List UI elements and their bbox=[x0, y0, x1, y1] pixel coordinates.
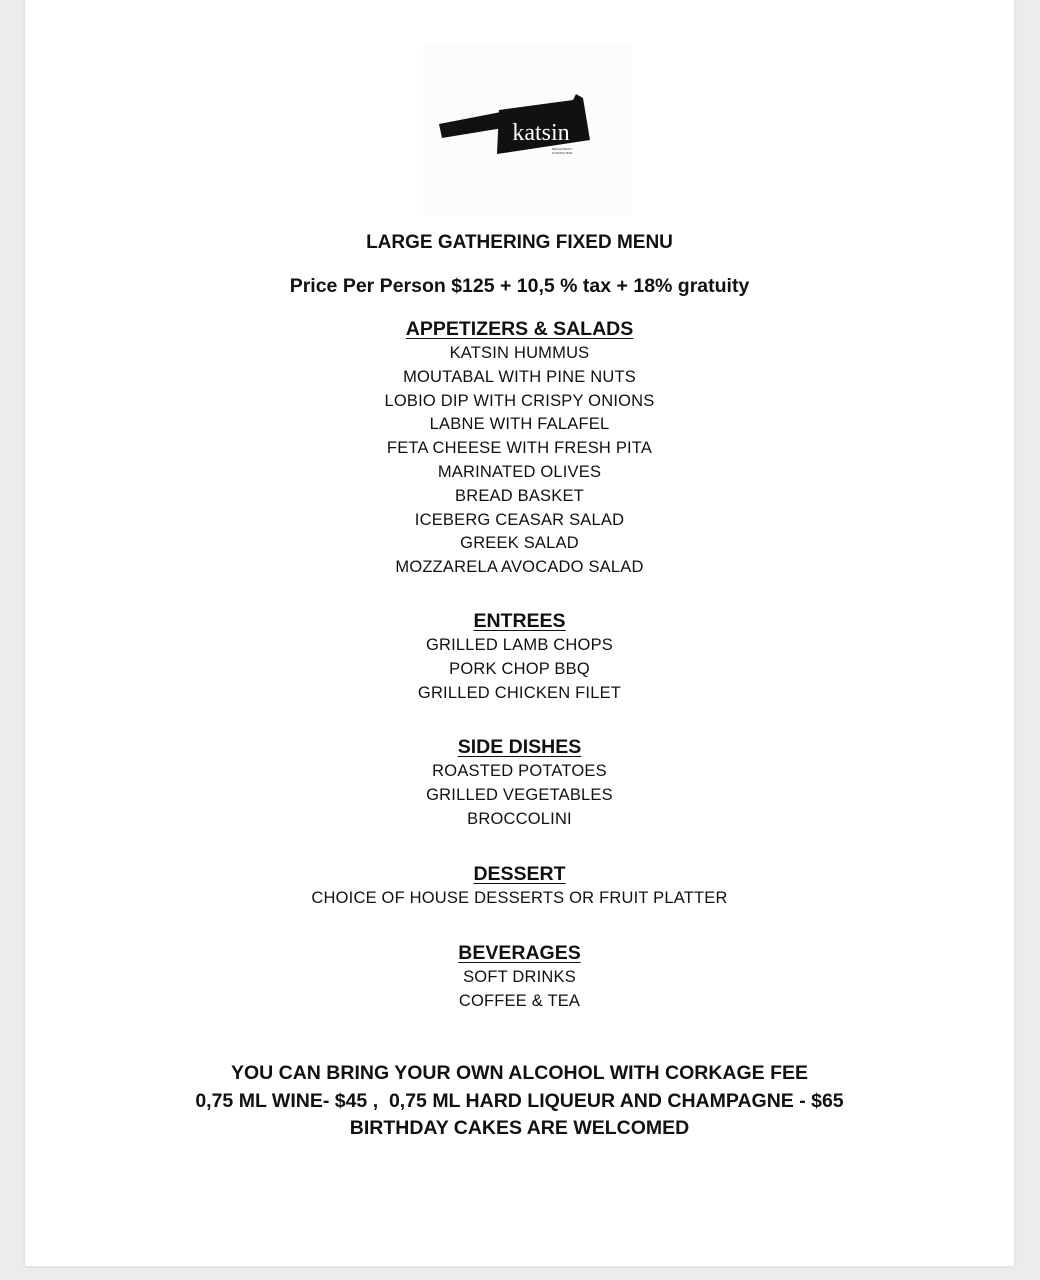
menu-item: KATSIN HUMMUS bbox=[449, 344, 590, 362]
footer-line: 0,75 ML WINE- $45 , 0,75 ML HARD LIQUEUR AND CHAMPAGNE - $65 bbox=[195, 1089, 844, 1112]
section-dessert bbox=[25, 861, 1014, 911]
menu-item: ROASTED POTATOES bbox=[432, 762, 607, 780]
menu-title: LARGE GATHERING FIXED MENU bbox=[366, 232, 673, 253]
section-entrees bbox=[25, 608, 1014, 705]
section-heading: BEVERAGES bbox=[458, 942, 581, 964]
cleaver-icon bbox=[423, 44, 631, 216]
menu-item: BREAD BASKET bbox=[455, 486, 584, 505]
footer-line: YOU CAN BRING YOUR OWN ALCOHOL WITH CORKAGE FEE bbox=[230, 1062, 809, 1084]
section-heading: SIDE DISHES bbox=[457, 736, 582, 758]
menu-item: SOFT DRINKS bbox=[463, 968, 576, 986]
menu-item: MOUTABAL WITH PINE NUTS bbox=[403, 367, 636, 386]
menu-item: PORK CHOP BBQ bbox=[449, 659, 590, 678]
menu-page bbox=[25, 0, 1014, 1266]
section-heading: ENTREES bbox=[473, 610, 566, 632]
menu-item: LABNE WITH FALAFEL bbox=[429, 415, 610, 434]
menu-item: GRILLED LAMB CHOPS bbox=[426, 636, 613, 654]
menu-item: GREEK SALAD bbox=[460, 534, 579, 553]
menu-item: MOZZARELA AVOCADO SALAD bbox=[395, 558, 644, 577]
section-heading: APPETIZERS & SALADS bbox=[405, 318, 634, 340]
section-appetizers bbox=[25, 316, 1014, 580]
menu-item: ICEBERG CEASAR SALAD bbox=[414, 510, 625, 529]
section-heading: DESSERT bbox=[473, 863, 566, 885]
menu-item: BROCCOLINI bbox=[467, 809, 572, 828]
menu-item: COFFEE & TEA bbox=[458, 991, 581, 1010]
menu-item: LOBIO DIP WITH CRISPY ONIONS bbox=[384, 391, 655, 410]
footer-line: BIRTHDAY CAKES ARE WELCOMED bbox=[349, 1117, 690, 1139]
corkage-note bbox=[25, 1060, 1014, 1143]
logo-wordmark: katsin bbox=[512, 120, 570, 146]
logo-tagline-2: & DINING BAR bbox=[551, 151, 573, 155]
menu-item: FETA CHEESE WITH FRESH PITA bbox=[386, 439, 653, 458]
price-line: Price Per Person $125 + 10,5 % tax + 18% gratuity bbox=[289, 275, 750, 297]
katsin-logo bbox=[423, 44, 631, 216]
logo-tagline-1: RESTAURANT bbox=[551, 147, 573, 151]
section-beverages bbox=[25, 940, 1014, 1014]
section-side-dishes bbox=[25, 734, 1014, 831]
menu-item: CHOICE OF HOUSE DESSERTS OR FRUIT PLATTER bbox=[311, 889, 728, 907]
menu-item: GRILLED CHICKEN FILET bbox=[417, 683, 622, 702]
menu-item: MARINATED OLIVES bbox=[437, 462, 602, 481]
menu-item: GRILLED VEGETABLES bbox=[426, 785, 613, 804]
